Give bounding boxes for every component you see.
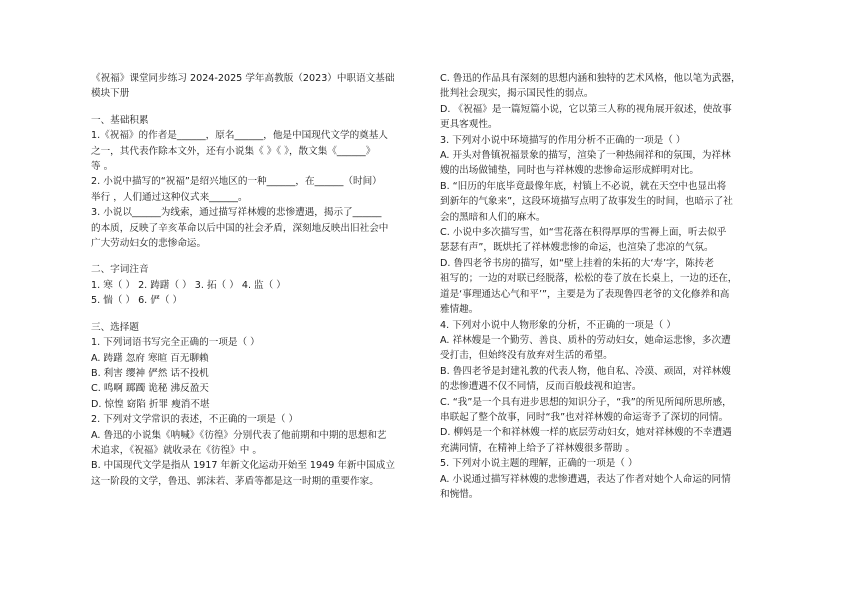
text-line: 3. 下列对小说中环境描写的作用分析不正确的一项是（ ） [440,134,686,146]
text-line: B. 中国现代文学是指从 1917 年新文化运动开始至 1949 年新中国成立 [91,460,395,472]
text-line: C. 鸣啊 踯躅 诡秘 沸反盈天 [91,383,209,395]
text-line: 等 。 [91,161,114,173]
text-line: 批判社会现实，揭示国民性的弱点。 [440,88,594,100]
paragraph-gap [91,251,428,262]
text-line: 3. 小说以______为线索，通过描写祥林嫂的悲惨遭遇，揭示了______ [91,207,382,219]
text-line: 更具客观性。 [440,119,498,131]
text-line: 串联起了整个故事，同时“我”也对祥林嫂的命运寄予了深切的同情。 [440,411,729,423]
text-line: 5. 下列对小说主题的理解，正确的一项是（ ） [440,458,638,470]
paragraph-gap [91,102,428,113]
paragraph-gap [91,309,428,320]
text-line: 2. 下列对文学常识的表述，不正确的一项是（ ） [91,414,299,426]
text-line: A. 小说通过描写祥林嫂的悲惨遭遇，表达了作者对她个人命运的同情 [440,473,731,485]
text-line: 《祝福》课堂同步练习 2024-2025 学年高教版（2023）中职语文基础 [91,73,395,84]
text-line: 二、字词注音 [91,264,149,276]
right-column [440,71,778,502]
text-line: 5. 惴（ ） 6. 俨（ ） [91,295,183,307]
text-line: 这一阶段的文学，鲁迅、郭沫若、茅盾等都是这一时期的重要作家。 [91,475,379,487]
text-line: 祖写的；一边的对联已经脱落，松松的卷了放在长桌上，一边的还在， [440,273,738,285]
text-line: 举行 ，人们通过这种仪式来______。 [91,191,248,203]
text-line: B. “旧历的年底毕竟最像年底，村镇上不必说，就在天空中也显出将 [440,180,727,192]
text-line: 2. 小说中描写的“祝福”是绍兴地区的一种______，在______（时间） [91,176,382,188]
text-line: 1. 下列词语书写完全正确的一项是（ ） [91,337,260,349]
text-line: 嫂的出场做铺垫，同时也与祥林嫂的悲惨命运形成鲜明对比。 [440,165,700,177]
text-line: C. 鲁迅的作品具有深刻的思想内涵和独特的艺术风格，他以笔为武器， [440,73,741,84]
text-line: 之一，其代表作除本文外，还有小说集《 》《 》，散文集《______》 [91,145,376,157]
text-line: A. 鲁迅的小说集《呐喊》《彷徨》分别代表了他前期和中期的思想和艺 [91,429,387,441]
text-line: 的悲惨遭遇不仅不同情，反而百般歧视和迫害。 [440,381,642,393]
text-line: 4. 下列对小说中人物形象的分析，不正确的一项是（ ） [440,319,676,331]
text-line: A. 祥林嫂是一个勤劳、善良、质朴的劳动妇女，她命运悲惨，多次遭 [440,334,731,346]
text-line: 1.《祝福》的作者是______，原名______，他是中国现代文学的奠基人 [91,130,388,142]
text-line: C. 小说中多次描写雪，如“雪花落在积得厚厚的雪褥上面，听去似乎 [440,227,727,239]
text-line: A. 踌躇 忽府 寒暄 百无聊赖 [91,352,209,364]
text-line: B. 利害 缨神 俨然 话不投机 [91,367,209,379]
text-line: A. 开头对鲁镇祝福景象的描写，渲染了一种热闹祥和的氛围，为祥林 [440,150,731,162]
text-line: 瑟瑟有声”，既烘托了祥林嫂悲惨的命运，也渲染了悲凉的气氛。 [440,242,714,254]
text-line: 1. 寒（ ） 2. 踌躇（ ） 3. 拓（ ） 4. 监（ ） [91,279,286,291]
text-line: C. “我”是一个具有进步思想的知识分子，“我”的所见所闻所思所感， [440,396,732,408]
text-line: 会的黑暗和人们的麻木。 [440,211,546,223]
text-line: 术追求，《祝福》就收录在《彷徨》中 。 [91,444,262,456]
text-line: 一、基础积累 [91,114,149,126]
left-column [91,71,428,489]
text-line: D. 鲁四老爷书房的描写，如“壁上挂着的朱拓的大‘寿’字，陈抟老 [440,257,714,269]
text-line: 模块下册 [91,88,130,100]
text-line: D. 惊惶 窈陷 折罪 瘦消不堪 [91,398,210,410]
text-line: 道是‘事理通达心气和平’”，主要是为了表现鲁四老爷的文化修养和高 [440,288,730,300]
text-line: D. 柳妈是一个和祥林嫂一样的底层劳动妇女，她对祥林嫂的不幸遭遇 [440,427,732,439]
text-line: 到新年的气象来”，这段环境描写点明了故事发生的时间，也暗示了社 [440,196,733,208]
text-line: 广大劳动妇女的悲惨命运。 [91,238,207,250]
text-line: 的本质，反映了辛亥革命以后中国的社会矛盾，深刻地反映出旧社会中 [91,222,389,234]
text-line: 三、选择题 [91,321,139,333]
text-line: B. 鲁四老爷是封建礼教的代表人物，他自私、冷漠、顽固，对祥林嫂 [440,365,731,377]
text-line: 和惋惜。 [440,488,479,500]
text-line: 充满同情，在精神上给予了祥林嫂很多帮助 。 [440,442,635,454]
text-line: 雅情趣。 [440,304,479,316]
text-line: D. 《祝福》是一篇短篇小说，它以第三人称的视角展开叙述，使故事 [440,103,732,115]
text-line: 受打击，但始终没有放弃对生活的希望。 [440,350,613,362]
